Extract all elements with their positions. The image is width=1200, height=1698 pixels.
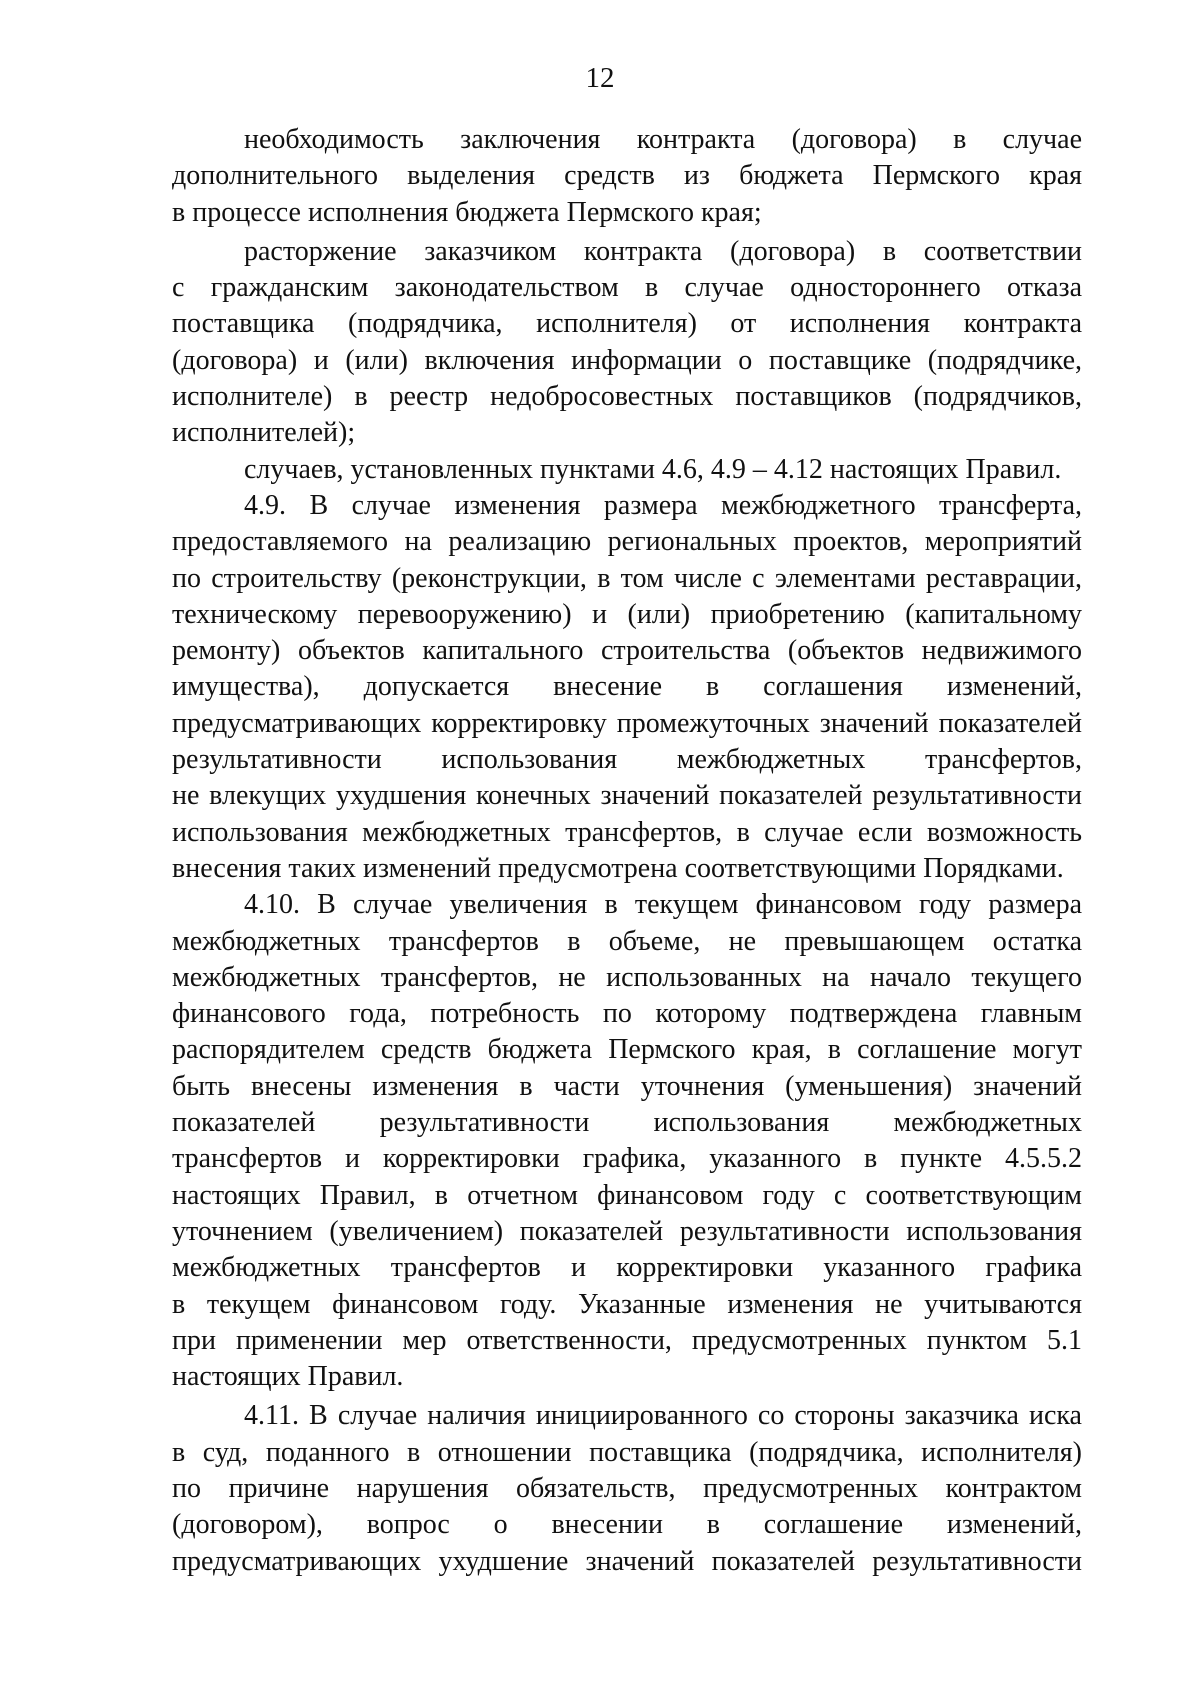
paragraph-4-11: [172, 1398, 1082, 1579]
paragraph-4-9: [172, 488, 1082, 887]
text-line: 4.11. В случае наличия инициированного со стороны заказчика иска: [244, 1400, 1082, 1432]
text-line: использования межбюджетных трансфертов, в случае если возможность: [172, 816, 1082, 848]
text-line: необходимость заключения контракта (договора) в случае: [244, 124, 1082, 155]
text-line: (договором), вопрос о внесении в соглашение изменений,: [172, 1509, 1082, 1541]
text-line: показателей результативности использования межбюджетных: [172, 1107, 1082, 1139]
text-line: межбюджетных трансфертов, не использованных на начало текущего: [172, 961, 1082, 993]
paragraph-cases: [172, 452, 1082, 488]
text-line: межбюджетных трансфертов в объеме, не превышающем остатка: [172, 925, 1082, 957]
paragraph-contract-termination: [172, 234, 1082, 452]
text-line: (договора) и (или) включения информации о поставщике (подрядчике,: [172, 344, 1082, 376]
document-body: [172, 122, 1082, 1580]
text-line: трансфертов и корректировки графика, указанного в пункте 4.5.5.2: [172, 1143, 1082, 1175]
paragraph-contract-budget: [172, 122, 1082, 231]
text-line: поставщика (подрядчика, исполнителя) от исполнения контракта: [172, 308, 1082, 340]
text-line: техническому перевооружению) и (или) приобретению (капитальному: [172, 598, 1082, 630]
text-line: распорядителем средств бюджета Пермского края, в соглашение могут: [172, 1034, 1082, 1066]
text-line: исполнителей);: [172, 417, 356, 449]
text-line: 4.9. В случае изменения размера межбюджетного трансферта,: [244, 489, 1082, 521]
text-line: по причине нарушения обязательств, предусмотренных контрактом: [172, 1472, 1082, 1504]
text-line: предусматривающих ухудшение значений показателей результативности: [172, 1545, 1082, 1577]
text-line: в суд, поданного в отношении поставщика (подрядчика, исполнителя): [172, 1436, 1082, 1468]
text-line: дополнительного выделения средств из бюджета Пермского края: [172, 160, 1082, 192]
text-line: по строительству (реконструкции, в том числе с элементами реставрации,: [172, 562, 1082, 594]
text-line: с гражданским законодательством в случае одностороннего отказа: [172, 272, 1082, 304]
text-line: внесения таких изменений предусмотрена соответствующими Порядками.: [172, 852, 1064, 884]
text-line: результативности использования межбюджетных трансфертов,: [172, 744, 1082, 776]
text-line: уточнением (увеличением) показателей результативности использования: [172, 1215, 1082, 1247]
text-line: при применении мер ответственности, предусмотренных пунктом 5.1: [172, 1324, 1082, 1356]
text-line: расторжение заказчиком контракта (договора) в соответствии: [244, 235, 1082, 267]
text-line: настоящих Правил.: [172, 1361, 404, 1393]
text-line: в процессе исполнения бюджета Пермского края;: [172, 196, 762, 228]
text-line: имущества), допускается внесение в соглашения изменений,: [172, 671, 1082, 703]
text-line: ремонту) объектов капитального строительства (объектов недвижимого: [172, 635, 1082, 667]
text-line: финансового года, потребность по которому подтверждена главным: [172, 998, 1082, 1030]
text-line: предоставляемого на реализацию региональных проектов, мероприятий: [172, 526, 1082, 558]
text-line: в текущем финансовом году. Указанные изменения не учитываются: [172, 1288, 1082, 1320]
text-line: случаев, установленных пунктами 4.6, 4.9 – 4.12 настоящих Правил.: [244, 453, 1062, 485]
text-line: межбюджетных трансфертов и корректировки указанного графика: [172, 1252, 1082, 1284]
text-line: предусматривающих корректировку промежуточных значений показателей: [172, 707, 1082, 739]
paragraph-4-10: [172, 887, 1082, 1395]
text-line: 4.10. В случае увеличения в текущем финансовом году размера: [244, 889, 1082, 921]
text-line: исполнителе) в реестр недобросовестных поставщиков (подрядчиков,: [172, 381, 1082, 413]
text-line: быть внесены изменения в части уточнения (уменьшения) значений: [172, 1070, 1082, 1102]
text-line: настоящих Правил, в отчетном финансовом году с соответствующим: [172, 1179, 1082, 1211]
page-number: 12: [585, 62, 615, 94]
text-line: не влекущих ухудшения конечных значений показателей результативности: [172, 780, 1082, 812]
